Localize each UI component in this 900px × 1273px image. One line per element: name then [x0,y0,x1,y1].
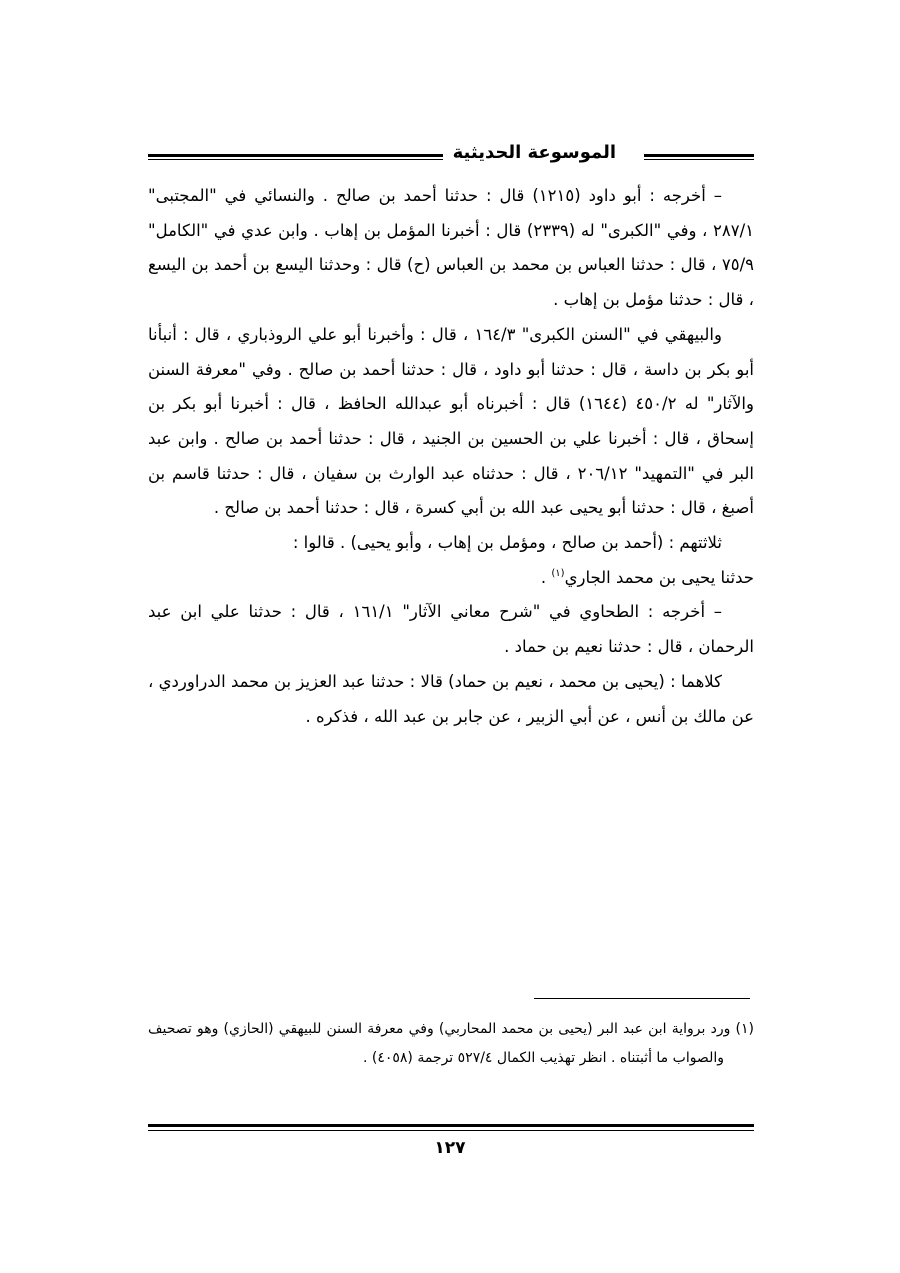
footnote-1: (١) ورد برواية ابن عبد البر (يحيى بن محمد المحاربي) وفي معرفة السنن للبيهقي (الحازي) وهو تصحيف والصواب ما أثبتناه . انظر تهذيب الكمال ٥٢٧/٤ ترجمة (٤٠٥٨) . [148,1021,754,1066]
header-title: الموسوعة الحديثية [443,142,626,163]
footnote-separator [534,998,750,999]
footer-rule [148,1124,754,1131]
paragraph-6: كلاهما : (يحيى بن محمد ، نعيم بن حماد) قالا : حدثنا عبد العزيز بن محمد الدراوردي ، عن مالك بن أنس ، عن أبي الزبير ، عن جابر بن عبد الله ، فذكره . [148,671,754,726]
main-text [148,179,754,734]
paragraph-4 [148,561,754,596]
paragraph-2: والبيهقي في "السنن الكبرى" ١٦٤/٣ ، قال : وأخبرنا أبو علي الروذباري ، قال : أنبأنا أبو بكر بن داسة ، قال : حدثنا أبو داود ، قال : حدثنا أحمد بن صالح . وفي "معرفة السنن والآثار" له ٤٥٠/٢ (١٦٤٤) قال : أخبرناه أبو عبدالله الحافظ ، قال : أخبرنا أبو بكر بن إسحاق ، قال : أخبرنا علي بن الحسين بن الجنيد ، قال : حدثنا أحمد بن صالح . وابن عبد البر في "التمهيد" ٢٠٦/١٢ ، قال : حدثناه عبد الوارث بن سفيان ، قال : حدثنا قاسم بن أصبغ ، قال : حدثنا أبو يحيى عبد الله بن أبي كسرة ، قال : حدثنا أحمد بن صالح . [148,324,754,518]
footnotes [148,1015,754,1073]
paragraph-5: – أخرجه : الطحاوي في "شرح معاني الآثار" ١٦١/١ ، قال : حدثنا علي ابن عبد الرحمان ، قال : حدثنا نعيم بن حماد . [148,602,754,657]
paragraph-1: – أخرجه : أبو داود (١٢١٥) قال : حدثنا أحمد بن صالح . والنسائي في "المجتبى" ٢٨٧/١ ، وفي "الكبرى" له (٢٣٣٩) قال : أخبرنا المؤمل بن إهاب . وابن عدي في "الكامل" ٧٥/٩ ، قال : حدثنا العباس بن محمد بن العباس (ح) قال : وحدثنا اليسع بن أحمد بن اليسع ، قال : حدثنا مؤمل بن إهاب . [148,186,754,310]
running-header [148,140,754,174]
paragraph-3: ثلاثتهم : (أحمد بن صالح ، ومؤمل بن إهاب ، وأبو يحيى) . قالوا : [292,533,722,553]
footnote-reference[interactable]: (١) [551,567,565,579]
paragraph-4-text: حدثنا يحيى بن محمد الجاري [564,567,754,587]
header-rule-right [644,154,754,160]
page-number: ١٢٧ [434,1138,466,1158]
paragraph-4-end: . [540,567,552,587]
